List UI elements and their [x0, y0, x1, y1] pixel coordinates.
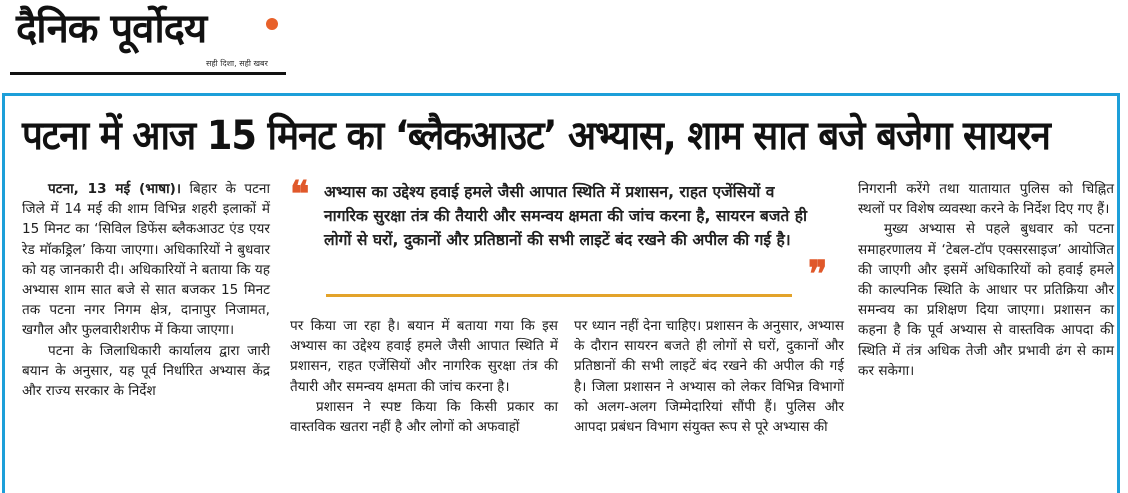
- newspaper-logo: दैनिक पूर्वोदय: [16, 6, 207, 52]
- article-paragraph: पटना के जिलाधिकारी कार्यालय द्वारा जारी बयान के अनुसार, यह पूर्व निर्धारित अभ्यास केंद्र और राज्य सरकार के निर्देश: [22, 342, 270, 400]
- pull-quote-text: अभ्यास का उद्देश्य हवाई हमले जैसी आपात स्थिति में प्रशासन, राहत एजेंसियों व नागरिक सुरक्षा तंत्र की तैयारी और समन्वय क्षमता की जांच करना है, सायरन बजते ही लोगों से घरों, दुकानों और प्रतिष्ठानों की सभी लाइटें बंद रखने की अपील की गई है।: [324, 183, 808, 249]
- masthead-tagline: सही दिशा, सही खबर: [206, 59, 268, 68]
- article-paragraph: मुख्य अभ्यास से पहले बुधवार को पटना समाहरणालय में ‘टेबल-टॉप एक्सरसाइज’ आयोजित की जाएगी और इसमें अधिकारियों को हवाई हमले की काल्पनिक स्थिति के आधार पर प्रतिक्रिया और समन्वय का प्रशिक्षण दिया जाएगा। प्रशासन का कहना है कि पूर्व अभ्यास से वास्तविक आपदा की स्थिति में तंत्र अधिक तेजी और प्रभावी ढंग से काम कर सकेगा।: [858, 221, 1114, 379]
- article-paragraph: निगरानी करेंगे तथा यातायात पुलिस को चिह्नित स्थलों पर विशेष व्यवस्था करने के निर्देश दिए गए हैं।: [858, 181, 1114, 218]
- article-dateline: पटना, 13 मई (भाषा)।: [48, 181, 182, 197]
- article-paragraph: पर ध्यान नहीं देना चाहिए। प्रशासन के अनुसार, अभ्यास के दौरान सायरन बजते ही लोगों से घरों, दुकानों और प्रतिष्ठानों की सभी लाइटें बंद रखने की अपील की गई है। जिला प्रशासन ने अभ्यास को लेकर विभिन्न विभागों को अलग-अलग जिम्मेदारियां सौंपी हैं। पुलिस और आपदा प्रबंधन विभाग संयुक्त रूप से पूरे अभ्यास की: [574, 318, 844, 436]
- open-quote-icon: ❝: [290, 173, 310, 215]
- article-column-1: [22, 179, 270, 401]
- pull-quote: [290, 173, 840, 308]
- close-quote-icon: ❞: [808, 253, 828, 295]
- article-paragraph: प्रशासन ने स्पष्ट किया कि किसी प्रकार का वास्तविक खतरा नहीं है और लोगों को अफवाहों: [290, 398, 558, 436]
- masthead-divider: [10, 72, 286, 75]
- article-column-3: [574, 316, 844, 437]
- article-column-4: [858, 179, 1114, 381]
- article-paragraph-text: बिहार के पटना जिले में 14 मई की शाम विभिन्न शहरी इलाकों में 15 मिनट का ‘सिविल डिफेंस ब्लैकआउट एंड एयर रेड मॉकड्रिल’ किया जाएगा। अधिकारियों ने बुधवार को यह जानकारी दी। अधिकारियों ने बताया कि यह अभ्यास शाम सात बजे से सात बजकर 15 मिनट तक पटना नगर निगम क्षेत्र, दानापुर निजामत, खगौल और फुलवारीशरीफ में किया जाएगा।: [22, 181, 270, 339]
- pull-quote-rule: [326, 294, 792, 297]
- article-headline: पटना में आज 15 मिनट का ‘ब्लैकआउट’ अभ्यास, शाम सात बजे बजेगा सायरन: [22, 113, 1050, 159]
- article-paragraph: पर किया जा रहा है। बयान में बताया गया कि इस अभ्यास का उद्देश्य हवाई हमले जैसी आपात स्थिति में प्रशासन, राहत एजेंसियों और नागरिक सुरक्षा तंत्र की तैयारी और समन्वय क्षमता की जांच करना है।: [290, 318, 558, 395]
- article-column-2: [290, 316, 558, 437]
- article-paragraph: [22, 179, 270, 341]
- masthead: [10, 6, 286, 74]
- logo-dot-icon: [266, 18, 278, 30]
